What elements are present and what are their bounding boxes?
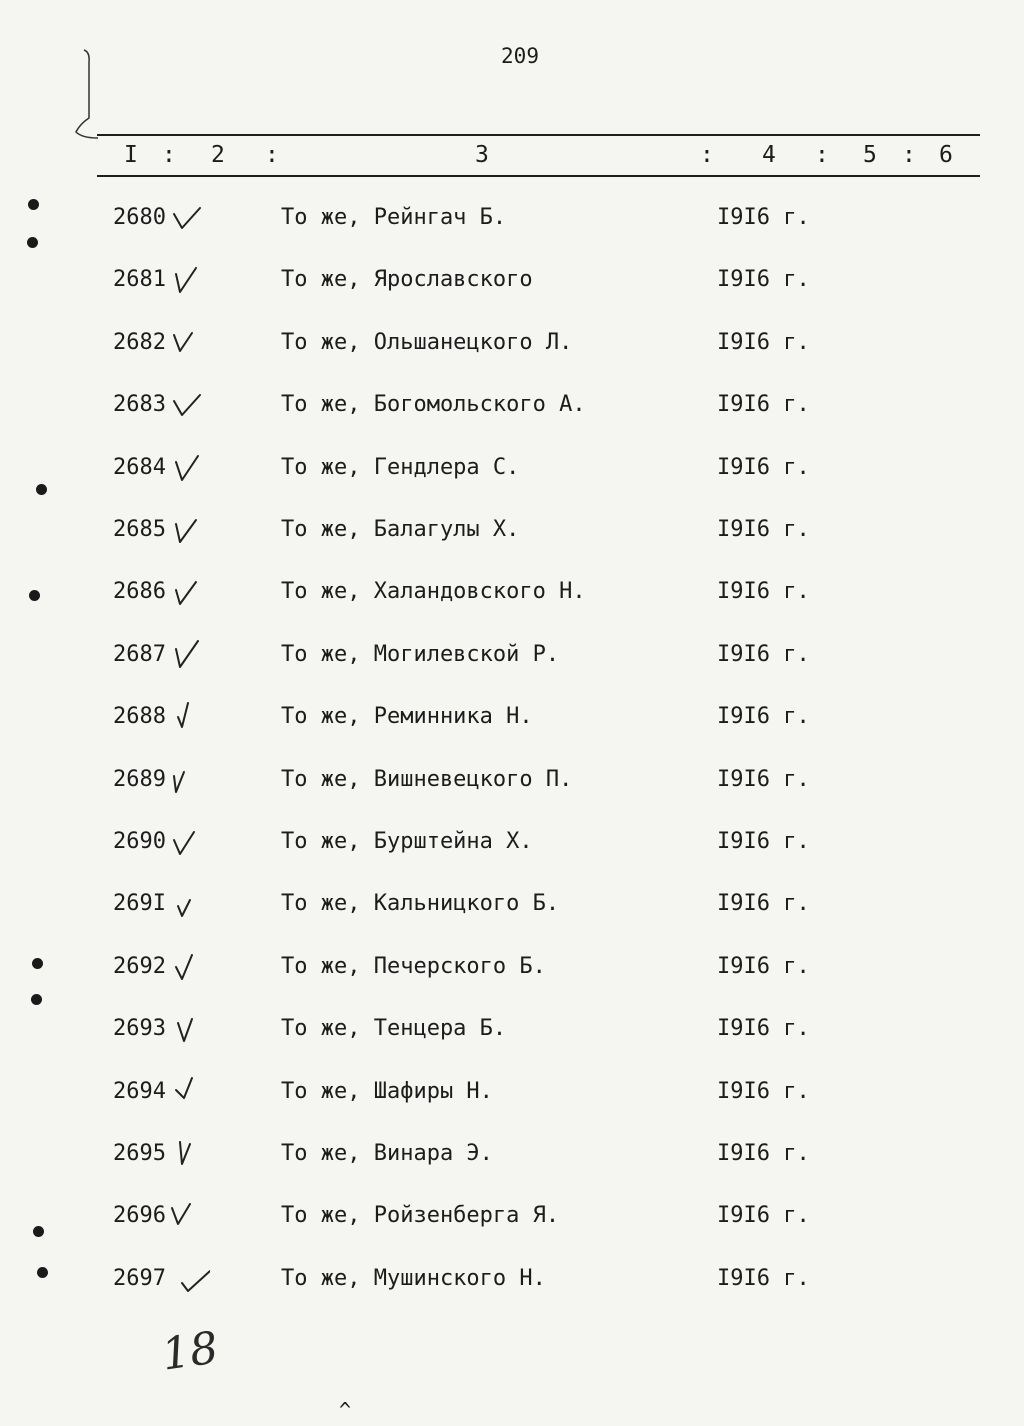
record-description: То же, Мушинского Н. (281, 1265, 546, 1291)
checkmark-icon (170, 764, 210, 796)
checkmark-icon (170, 389, 210, 421)
record-year: I9I6 г. (717, 1016, 810, 1042)
record-year: I9I6 г. (717, 454, 810, 480)
table-row (0, 1259, 1024, 1299)
record-number: 2687 (113, 641, 166, 667)
record-year: I9I6 г. (717, 205, 810, 230)
record-number: 2693 (113, 1016, 166, 1042)
header-col-5: 5 (863, 142, 877, 168)
record-description: То же, Ярославского (281, 267, 533, 293)
binding-hole (33, 1226, 44, 1237)
table-row (0, 260, 1024, 300)
record-description: То же, Винара Э. (281, 1141, 493, 1166)
record-number: 2680 (113, 205, 166, 230)
record-year: I9I6 г. (717, 641, 810, 667)
header-col-6: 6 (939, 142, 953, 168)
record-year: I9I6 г. (717, 517, 810, 542)
table-row (0, 1009, 1024, 1049)
table-row (0, 884, 1024, 924)
record-description: То же, Реминника Н. (281, 704, 533, 730)
table-row (0, 385, 1024, 425)
record-number: 2683 (113, 392, 166, 418)
header-col-3: 3 (475, 142, 489, 168)
record-description: То же, Балагулы Х. (281, 517, 520, 542)
header-sep-2: : (265, 142, 279, 168)
record-number: 2694 (113, 1078, 166, 1104)
table-row (0, 697, 1024, 737)
record-description: То же, Халандовского Н. (281, 579, 586, 605)
record-description: То же, Тенцера Б. (281, 1016, 507, 1042)
record-number: 2692 (113, 953, 166, 979)
checkmark-icon (170, 452, 210, 484)
record-number: 2681 (113, 267, 166, 293)
binding-hole (29, 590, 40, 601)
record-year: I9I6 г. (717, 267, 810, 293)
record-year: I9I6 г. (717, 392, 810, 418)
record-description: То же, Печерского Б. (281, 953, 546, 979)
binding-hole (28, 199, 39, 210)
record-number: 2690 (113, 829, 166, 854)
record-year: I9I6 г. (717, 829, 810, 854)
record-description: То же, Могилевской Р. (281, 641, 560, 667)
record-number: 2688 (113, 704, 166, 730)
checkmark-icon (170, 639, 210, 671)
header-sep-5: : (902, 142, 916, 168)
table-row (0, 198, 1024, 238)
table-row (0, 1134, 1024, 1174)
record-number: 2686 (113, 579, 166, 605)
page-number: 209 (501, 44, 539, 68)
record-description: То же, Ройзенберга Я. (281, 1203, 560, 1229)
binding-hole (31, 994, 42, 1005)
checkmark-icon (170, 202, 210, 234)
margin-bracket (70, 48, 100, 144)
checkmark-icon (170, 888, 210, 920)
table-row (0, 448, 1024, 488)
binding-hole (37, 1267, 48, 1278)
record-number: 2685 (113, 517, 166, 542)
record-year: I9I6 г. (717, 704, 810, 730)
binding-hole (27, 237, 38, 248)
binding-hole (36, 484, 47, 495)
table-row (0, 635, 1024, 675)
record-number: 2697 (113, 1265, 166, 1291)
checkmark-icon (170, 701, 210, 733)
record-description: То же, Гендлера С. (281, 454, 520, 480)
record-year: I9I6 г. (717, 579, 810, 605)
record-number: 269I (113, 891, 166, 917)
checkmark-icon (170, 1138, 210, 1170)
header-rule-top (97, 134, 980, 136)
handwritten-folio-number: 18 (158, 1322, 222, 1381)
record-year: I9I6 г. (717, 1141, 810, 1166)
binding-hole (32, 958, 43, 969)
record-description: То же, Шафиры Н. (281, 1078, 493, 1104)
record-year: I9I6 г. (717, 766, 810, 792)
caret-mark: ^ (339, 1398, 352, 1422)
header-sep-4: : (815, 142, 829, 168)
table-row (0, 510, 1024, 550)
record-description: То же, Рейнгач Б. (281, 205, 507, 230)
checkmark-icon (170, 826, 210, 858)
table-row (0, 947, 1024, 987)
header-col-4: 4 (762, 142, 776, 168)
table-row (0, 572, 1024, 612)
header-sep-3: : (700, 142, 714, 168)
record-description: То же, Бурштейна Х. (281, 829, 533, 854)
table-row (0, 1072, 1024, 1112)
record-number: 2684 (113, 454, 166, 480)
table-row (0, 822, 1024, 862)
checkmark-icon (170, 327, 210, 359)
record-number: 2695 (113, 1141, 166, 1166)
header-rule-bottom (97, 175, 980, 177)
record-description: То же, Кальницкого Б. (281, 891, 560, 917)
record-year: I9I6 г. (717, 891, 810, 917)
checkmark-icon (170, 1263, 210, 1295)
record-number: 2682 (113, 329, 166, 355)
record-number: 2696 (113, 1203, 166, 1229)
record-description: То же, Вишневецкого П. (281, 766, 573, 792)
record-year: I9I6 г. (717, 329, 810, 355)
checkmark-icon (170, 951, 210, 983)
checkmark-icon (170, 264, 210, 296)
record-description: То же, Ольшанецкого Л. (281, 329, 573, 355)
checkmark-icon (170, 1076, 210, 1108)
header-col-2: 2 (211, 142, 225, 168)
header-col-1: I (124, 142, 138, 168)
record-description: То же, Богомольского А. (281, 392, 586, 418)
table-row (0, 1196, 1024, 1236)
checkmark-icon (170, 514, 210, 546)
record-year: I9I6 г. (717, 1203, 810, 1229)
record-number: 2689 (113, 766, 166, 792)
checkmark-icon (170, 1013, 210, 1045)
header-sep-1: : (162, 142, 176, 168)
table-row (0, 323, 1024, 363)
checkmark-icon (170, 576, 210, 608)
checkmark-icon (170, 1200, 210, 1232)
record-year: I9I6 г. (717, 1265, 810, 1291)
record-year: I9I6 г. (717, 953, 810, 979)
table-row (0, 760, 1024, 800)
record-year: I9I6 г. (717, 1078, 810, 1104)
